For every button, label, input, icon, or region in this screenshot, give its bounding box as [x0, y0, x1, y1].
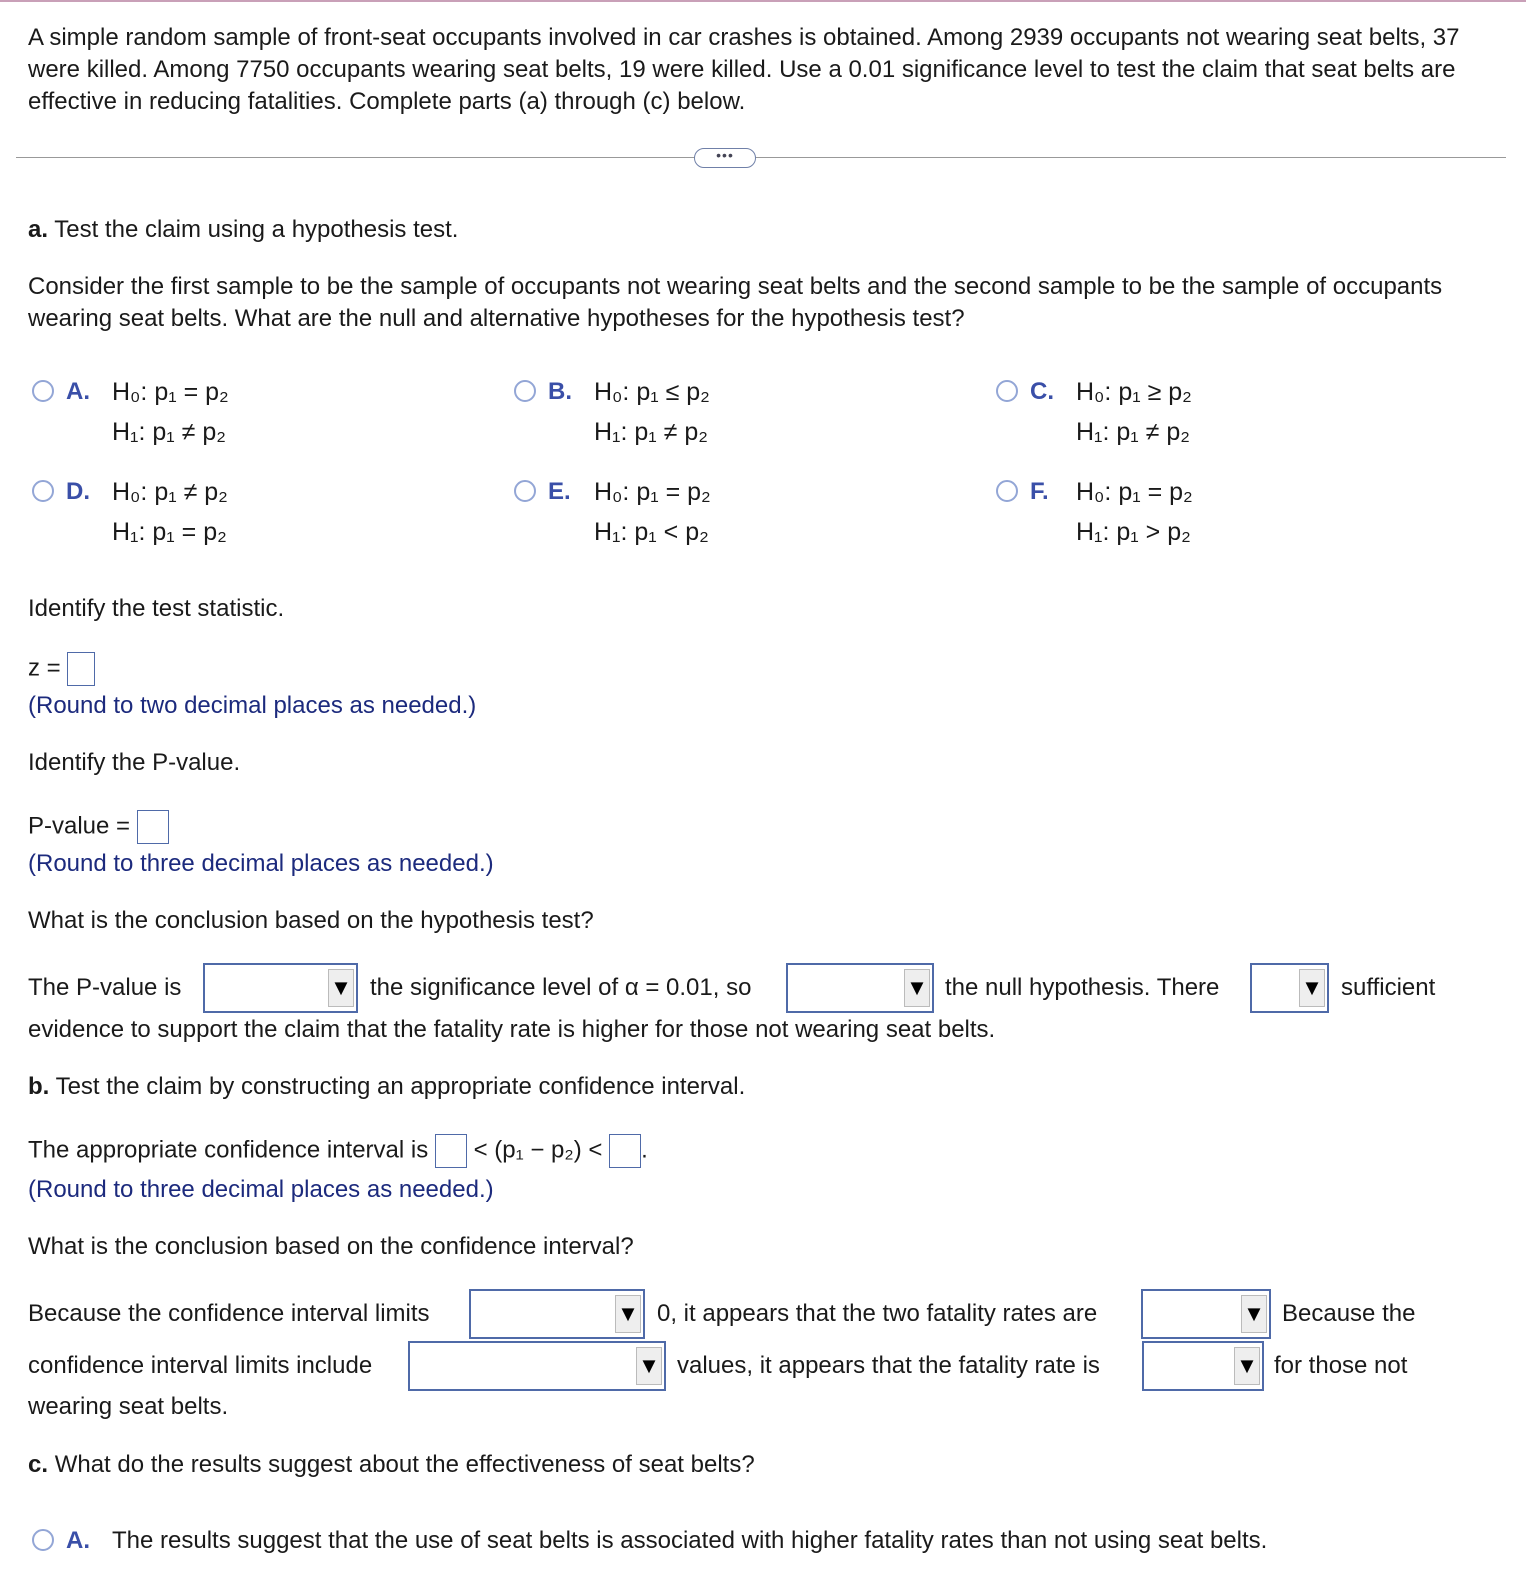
conclusion-text: the null hypothesis. There — [945, 974, 1220, 1001]
problem-intro: A simple random sample of front-seat occupants involved in car crashes is obtained. Among 2939 occupants not wearing seat belts, 37 were killed. Among 7750 occupants wearing seat belts, 19 were killed. Use a 0.01 significance level to test the claim that seat belts are effective in reducing fatalities. Complete parts (a) through (c) below. — [28, 24, 1460, 115]
ci-lower-input[interactable] — [435, 1134, 467, 1168]
h1: H₁: p₁ = p₂ — [112, 518, 227, 546]
h0: H₀: p₁ = p₂ — [594, 478, 711, 506]
is-is-not-dropdown[interactable] — [1250, 963, 1329, 1013]
option-a[interactable] — [32, 372, 229, 452]
z-input[interactable] — [67, 652, 95, 686]
hypothesis-question: Consider the first sample to be the sample of occupants not wearing seat belts and the second sample to be the sample of occupants wearing seat belts. What are the null and alternative hypotheses for the hypothesis test? — [28, 273, 1443, 332]
ci-conclusion-text: confidence interval limits include — [28, 1352, 373, 1379]
divider — [16, 157, 1506, 158]
h0: H₀: p₁ ≠ p₂ — [112, 478, 228, 506]
contain-dropdown[interactable] — [469, 1289, 645, 1339]
radio-button[interactable] — [32, 380, 54, 402]
z-hint: (Round to two decimal places as needed.) — [28, 692, 477, 719]
option-b[interactable] — [514, 372, 710, 452]
option-letter: A. — [66, 1527, 90, 1554]
conclusion-prompt: What is the conclusion based on the hypothesis test? — [28, 907, 594, 934]
p-hint: (Round to three decimal places as needed.) — [28, 850, 494, 877]
equal-dropdown[interactable] — [1141, 1289, 1271, 1339]
conclusion-text: sufficient — [1341, 974, 1436, 1001]
ci-conclusion-text: for those not — [1274, 1352, 1408, 1379]
dropdown-arrow-icon: ▼ — [1234, 1347, 1260, 1385]
part-b-heading — [28, 1071, 1468, 1103]
h1: H₁: p₁ ≠ p₂ — [112, 418, 226, 446]
p-value-input[interactable] — [137, 810, 169, 844]
ci-conclusion-text: Because the confidence interval limits — [28, 1300, 430, 1327]
z-label: z = — [28, 654, 61, 682]
conclusion-text: evidence to support the claim that the fatality rate is higher for those not wearing seat belts. — [28, 1016, 996, 1043]
p-prompt: Identify the P-value. — [28, 749, 241, 776]
h0: H₀: p₁ = p₂ — [112, 378, 229, 406]
part-b-title: Test the claim by constructing an appropriate confidence interval. — [55, 1073, 746, 1100]
more-button[interactable]: ••• — [694, 148, 756, 168]
part-c-heading — [28, 1449, 1468, 1481]
stat-prompt: Identify the test statistic. — [28, 595, 285, 622]
ci-conclusion-text: values, it appears that the fatality rate is — [677, 1352, 1100, 1379]
ci-hint: (Round to three decimal places as needed.) — [28, 1176, 494, 1203]
dropdown-arrow-icon: ▼ — [1299, 969, 1325, 1007]
top-border — [0, 0, 1526, 2]
part-c-label: c. — [28, 1451, 49, 1478]
dropdown-arrow-icon: ▼ — [904, 969, 930, 1007]
option-letter: B. — [548, 378, 572, 405]
h0: H₀: p₁ = p₂ — [1076, 478, 1193, 506]
part-c-option-a[interactable] — [32, 1521, 1267, 1561]
h1: H₁: p₁ < p₂ — [594, 518, 709, 546]
values-sign-dropdown[interactable] — [408, 1341, 666, 1391]
part-a-heading — [28, 214, 1468, 246]
dropdown-arrow-icon: ▼ — [1241, 1295, 1267, 1333]
conclusion-text: the significance level of α = 0.01, so — [370, 974, 752, 1001]
ci-conclusion-text: 0, it appears that the two fatality rates are — [657, 1300, 1098, 1327]
conclusion-text: The P-value is — [28, 974, 182, 1001]
radio-button[interactable] — [514, 480, 536, 502]
ci-conclusion-prompt: What is the conclusion based on the confidence interval? — [28, 1233, 634, 1260]
option-letter: E. — [548, 478, 571, 505]
part-b-label: b. — [28, 1073, 50, 1100]
h1: H₁: p₁ > p₂ — [1076, 518, 1191, 546]
radio-button[interactable] — [514, 380, 536, 402]
option-letter: F. — [1030, 478, 1049, 505]
radio-button[interactable] — [32, 480, 54, 502]
dropdown-arrow-icon: ▼ — [636, 1347, 662, 1385]
ci-text: The appropriate confidence interval is — [28, 1136, 429, 1164]
p-label: P-value = — [28, 812, 131, 840]
h0: H₀: p₁ ≤ p₂ — [594, 378, 710, 406]
dropdown-arrow-icon: ▼ — [615, 1295, 641, 1333]
ci-upper-input[interactable] — [609, 1134, 641, 1168]
pvalue-comparison-dropdown[interactable] — [203, 963, 358, 1013]
radio-button[interactable] — [32, 1529, 54, 1551]
part-a-title: Test the claim using a hypothesis test. — [54, 216, 459, 243]
h1: H₁: p₁ ≠ p₂ — [1076, 418, 1190, 446]
ci-conclusion-text: Because the — [1282, 1300, 1416, 1327]
option-letter: C. — [1030, 378, 1054, 405]
option-c[interactable] — [996, 372, 1192, 452]
reject-dropdown[interactable] — [786, 963, 934, 1013]
part-a-label: a. — [28, 216, 49, 243]
ci-conclusion-text: wearing seat belts. — [28, 1393, 229, 1420]
option-d[interactable] — [32, 472, 228, 552]
option-f[interactable] — [996, 472, 1193, 552]
ci-expression: < (p₁ − p₂) < — [473, 1136, 603, 1164]
radio-button[interactable] — [996, 480, 1018, 502]
ci-period: . — [641, 1136, 648, 1164]
option-letter: A. — [66, 378, 90, 405]
option-letter: D. — [66, 478, 90, 505]
radio-button[interactable] — [996, 380, 1018, 402]
dropdown-arrow-icon: ▼ — [328, 969, 354, 1007]
part-c-title: What do the results suggest about the effectiveness of seat belts? — [54, 1451, 755, 1478]
h0: H₀: p₁ ≥ p₂ — [1076, 378, 1192, 406]
h1: H₁: p₁ ≠ p₂ — [594, 418, 708, 446]
higher-lower-dropdown[interactable] — [1142, 1341, 1264, 1391]
option-e[interactable] — [514, 472, 711, 552]
option-text: The results suggest that the use of seat belts is associated with higher fatality rates than not using seat belts. — [112, 1527, 1268, 1554]
